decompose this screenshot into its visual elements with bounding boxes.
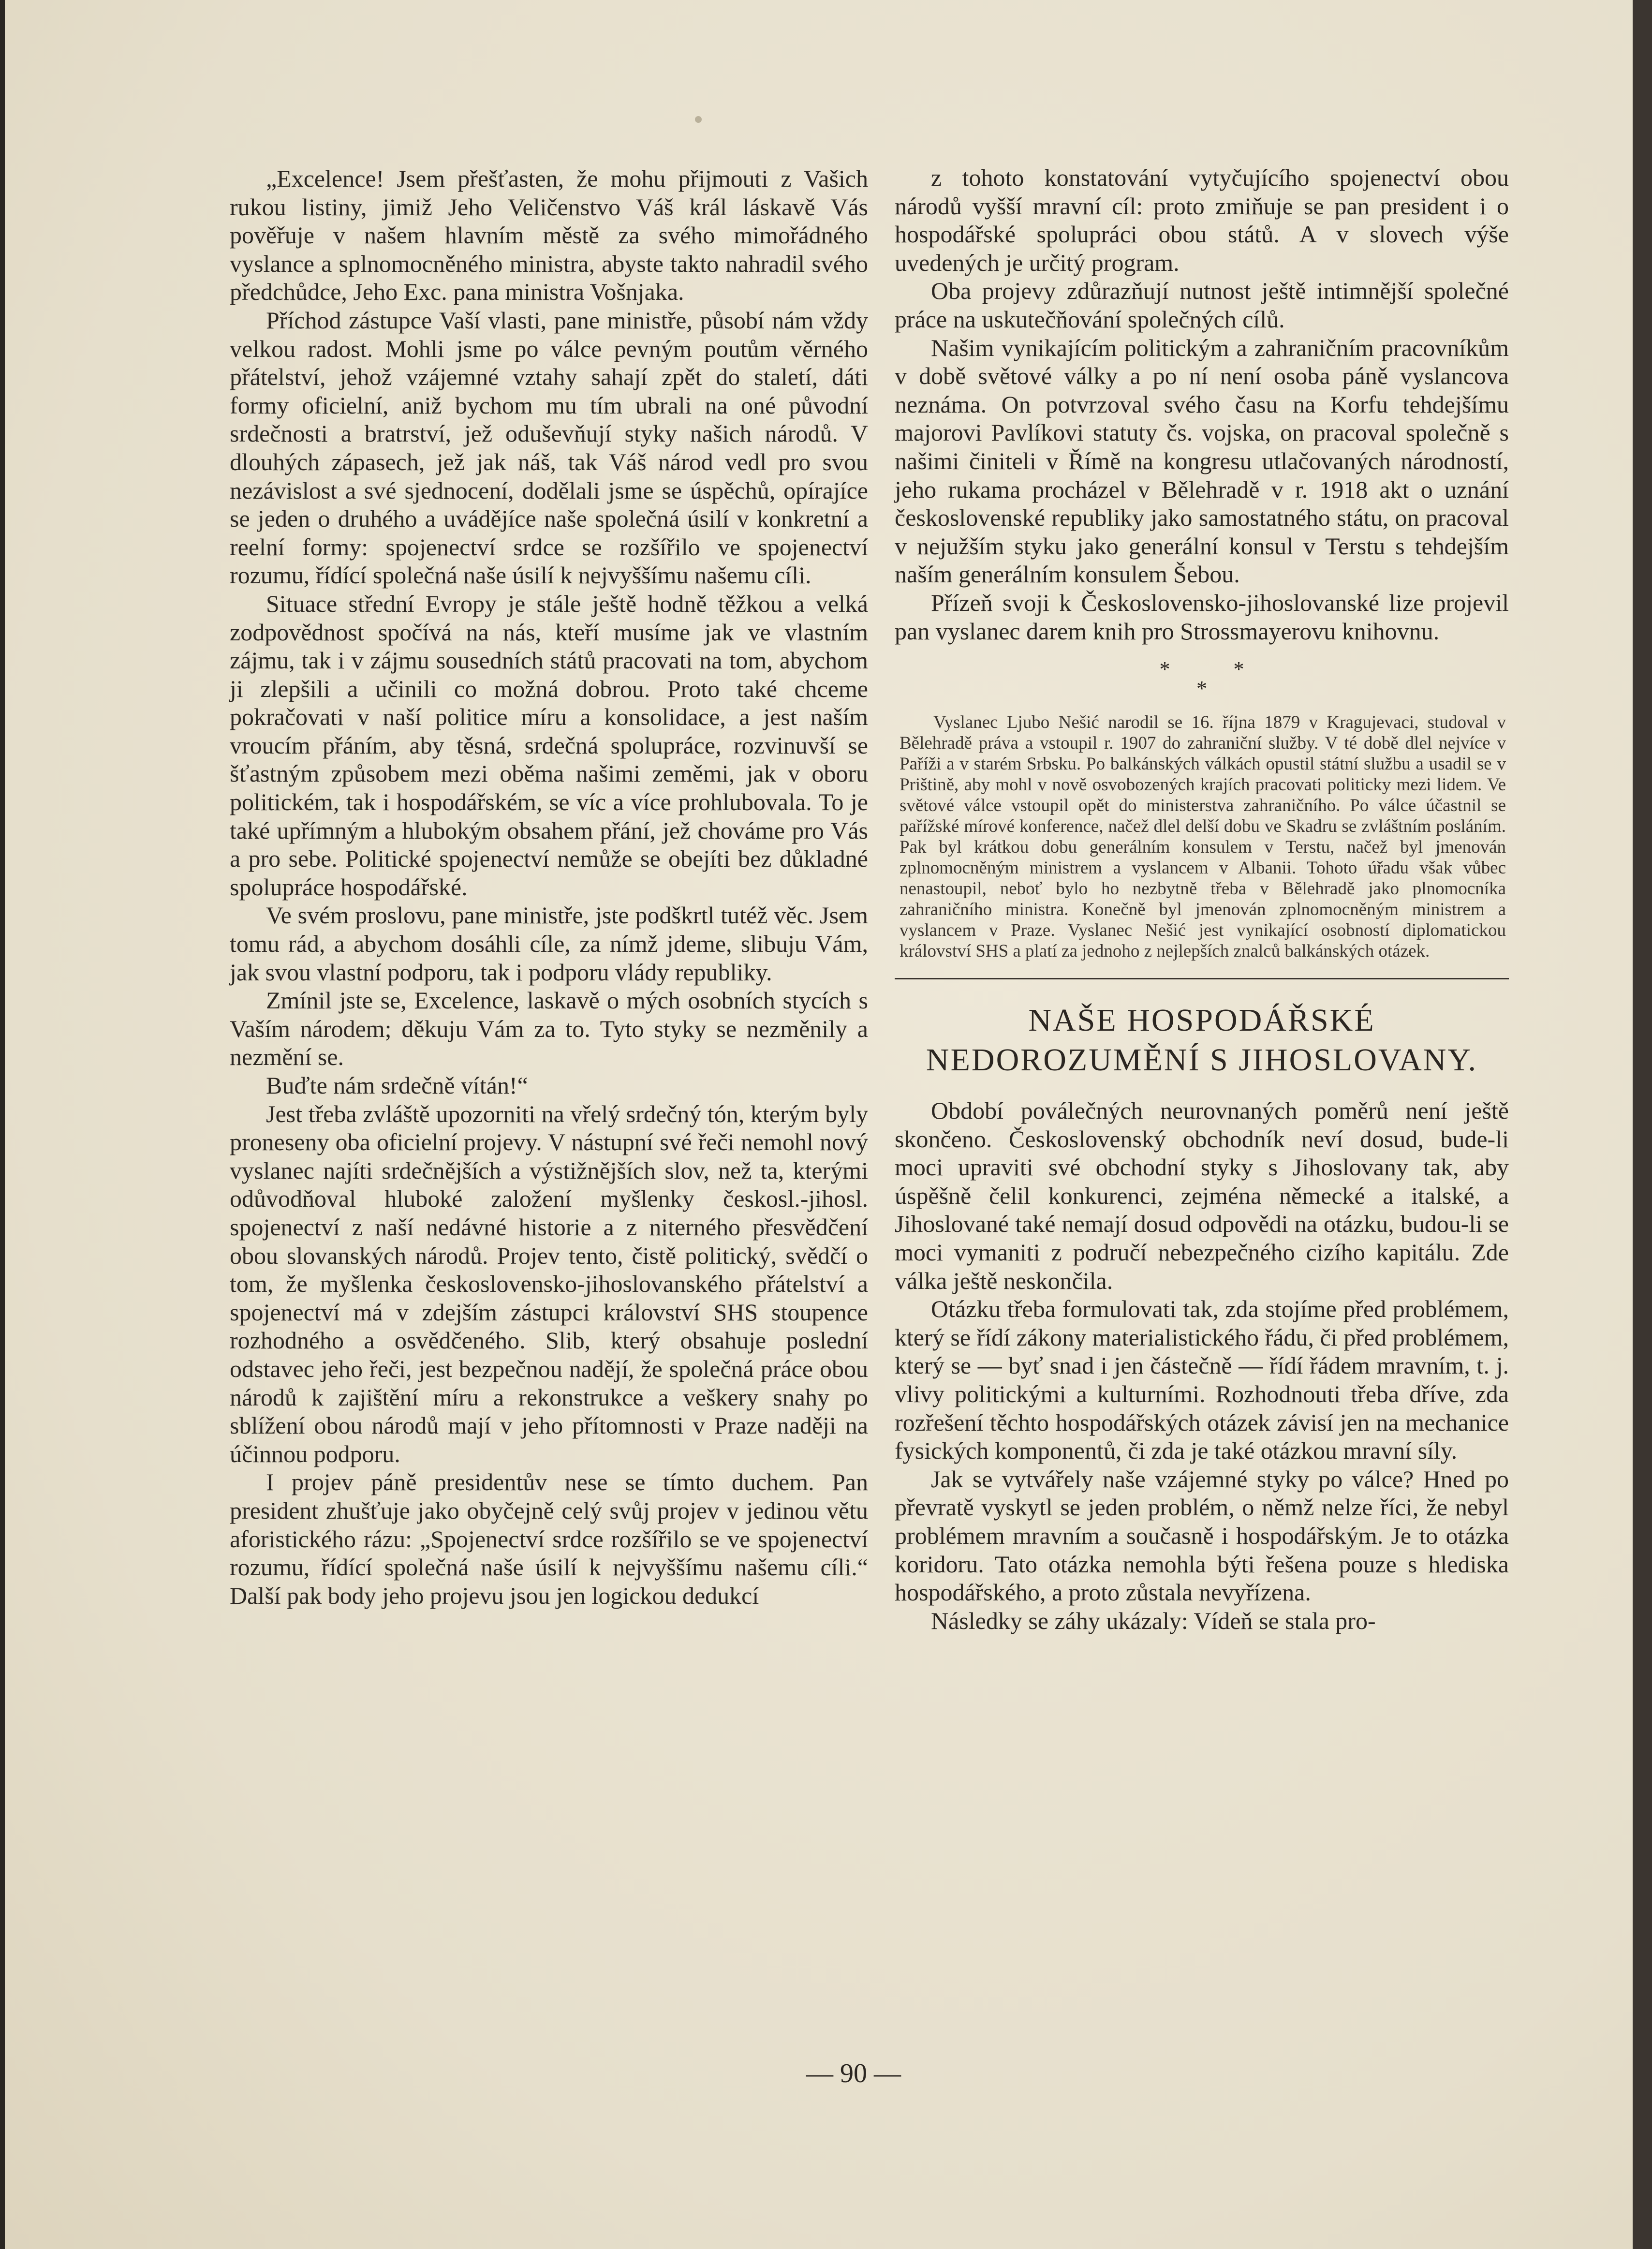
page-edge-shadow [1633, 0, 1652, 2249]
asterism-separator [895, 657, 1509, 701]
paragraph: Příchod zástupce Vaší vlasti, pane ministře, působí nám vždy velkou radost. Mohli jsme po válce pevným poutům věrného přátelství, jehož vzájemné vztahy sahají zpět do staletí, dáti formy oficielní, aniž bychom mu tím ubrali na oné původní srdečnosti a bratrství, jež oduševňují styky našich národů. V dlouhých zápasech, jež jak náš, tak Váš národ vedl pro svou nezávislost a své sjednocení, dodělali jsme se úspěchů, opírajíce se jeden o druhého a uvádějíce naše společná úsilí v konkretní a reelní formy: spojenectví srdce se rozšířilo ve spojenectví rozumu, řídící společná naše úsilí k nejvyššímu našemu cíli. [230, 306, 868, 589]
paragraph: Otázku třeba formulovati tak, zda stojíme před problémem, který se řídí zákony materialistického řádu, či před problémem, který se — byť snad i jen částečně — řídí řádem mravním, t. j. vlivy politickými a kulturními. Rozhodnouti třeba dříve, zda rozřešení těchto hospodářských otázek závisí jen na mechanice fysických komponentů, či zda je také otázkou mravní síly. [895, 1295, 1509, 1465]
paragraph: Přízeň svoji k Československo-jihoslovanské lize projevil pan vyslanec darem knih pro Strossmayerovu knihovnu. [895, 589, 1509, 645]
paragraph: Jest třeba zvláště upozorniti na vřelý srdečný tón, kterým byly proneseny oba oficielní projevy. V nástupní své řeči nemohl nový vyslanec najíti srdečnějších a výstižnějších slov, než ta, kterými odůvodňoval hluboké založení myšlenky českosl.-jihosl. spojenectví z naší nedávné historie a z niterného přesvědčení obou slovanských národů. Projev tento, čistě politický, svědčí o tom, že myšlenka československo-jihoslovanského přátelství a spojenectví má v zdejším zástupci království SHS stoupence rozhodného a osvědčeného. Slib, který obsahuje poslední odstavec jeho řeči, jest bezpečnou nadějí, že společná práce obou národů k zajištění míru a rekonstrukce a veškery snahy po sblížení obou národů mají v jeho přítomnosti v Praze naději na účinnou podporu. [230, 1100, 868, 1467]
page-number: — 90 — [806, 2058, 901, 2088]
section-divider [895, 978, 1509, 979]
asterisk: * [1159, 657, 1170, 681]
right-column [895, 163, 1509, 1635]
note-text: Vyslanec Ljubo Nešić narodil se 16. října 1879 v Kragujevaci, studoval v Bělehradě práva a vstoupil r. 1907 do zahraniční služby. V té době dlel nejvíce v Paříži a v starém Srbsku. Po balkánských válkách opustil státní službu a usadil se v Prištině, aby mohl v nově osvobozených krajích pracovati politicky mezi lidem. Ve světové válce vstoupil opět do ministerstva zahraničního. Po válce účastnil se pařížské mírové konference, načež dlel delší dobu ve Skadru se zvláštním posláním. Pak byl krátkou dobu generálním konsulem v Terstu, načež byl jmenován zplnomocněným ministrem a vyslancem v Albanii. Tohoto úřadu však vůbec nenastoupil, neboť bylo ho nezbytně třeba v Bělehradě jako plnomocníka zahraničního ministra. Konečně byl jmenován zplnomocněným ministrem a vyslancem v Praze. Vyslanec Nešić jest vynikající osobností diplomatickou království SHS a platí za jednoho z nejlepších znalců balkánských otázek. [900, 712, 1506, 962]
asterisk: * [1233, 657, 1244, 681]
page-sheet [5, 0, 1637, 2249]
section-heading: NAŠE HOSPODÁŘSKÉ NEDOROZUMĚNÍ S JIHOSLOVANY. [926, 1003, 1478, 1078]
paragraph: z tohoto konstatování vytyčujícího spojenectví obou národů vyšší mravní cíl: proto zmiňuje se pan president i o hospodářské spolupráci obou států. A v slovech výše uvedených je určitý program. [895, 164, 1509, 276]
paragraph: Zmínil jste se, Excelence, laskavě o mých osobních stycích s Vaším národem; děkuju Vám za to. Tyto styky se nezměnily a nezmění se. [230, 987, 868, 1071]
paragraph: Ve svém proslovu, pane ministře, jste podškrtl tutéž věc. Jsem tomu rád, a abychom dosáhli cíle, za nímž jdeme, slibuju Vám, jak svou vlastní podporu, tak i podporu vlády republiky. [230, 902, 868, 986]
paragraph: Období poválečných neurovnaných poměrů není ještě skončeno. Československý obchodník neví dosud, bude-li moci upraviti své obchodní styky s Jihoslovany tak, aby úspěšně čelil konkurenci, zejména německé a italské, a Jihoslované také nemají dosud odpovědi na otázku, budou-li se moci vymaniti z područí nebezpečného cizího kapitálu. Zde válka ještě neskončila. [895, 1097, 1509, 1294]
paragraph: „Excelence! Jsem přešťasten, že mohu přijmouti z Vašich rukou listiny, jimiž Jeho Veličenstvo Váš král láskavě Vás pověřuje v našem hlavním městě za svého mimořádného vyslance a splnomocněného ministra, abyste takto nahradil svého předchůdce, Jeho Exc. pana ministra Vošnjaka. [230, 165, 868, 306]
paragraph: I projev páně presidentův nese se tímto duchem. Pan president zhušťuje jako obyčejně celý svůj projev v jedinou větu aforistického rázu: „Spojenectví srdce rozšířilo se ve spojenectví rozumu, řídící společná naše úsilí k nejvyššímu našemu cíli.“ Další pak body jeho projevu jsou jen logickou dedukcí [230, 1468, 868, 1609]
biographical-note [900, 712, 1506, 962]
left-column [230, 164, 868, 1610]
asterisk: * [1196, 677, 1207, 701]
paragraph: Situace střední Evropy je stále ještě hodně těžkou a velká zodpovědnost spočívá na nás, kteří musíme jak ve vlastním zájmu, tak i v zájmu sousedních států pracovati na tom, abychom ji zlepšili a učinili co možná dobrou. Proto také chceme pokračovati v naší politice míru a konsolidace, a jest naším vroucím přáním, aby těsná, srdečná spolupráce, rozvinuvší se šťastným způsobem mezi oběma našimi zeměmi, jak v oboru politickém, tak i hospodářském, se víc a více prohlubovala. To je také upřímným a hlubokým obsahem přání, jež chováme pro Vás a pro sebe. Politické spojenectví nemůže se obejíti bez důkladné spolupráce hospodářské. [230, 590, 868, 901]
paper-spot [695, 116, 702, 123]
paragraph: Našim vynikajícím politickým a zahraničním pracovníkům v době světové války a po ní není osoba páně vyslancova neznáma. On potvrzoval svého času na Korfu tehdejšímu majorovi Pavlíkovi statuty čs. vojska, on pracoval společně s našimi činiteli v Římě na kongresu utlačovaných národností, jeho rukama procházel v Bělehradě v r. 1918 akt o uznání československé republiky jako samostatného státu, on pracoval v nejužším styku jako generální konsul v Terstu s tehdejším naším generálním konsulem Šebou. [895, 334, 1509, 588]
paragraph: Oba projevy zdůrazňují nutnost ještě intimnější společné práce na uskutečňování společných cílů. [895, 277, 1509, 333]
paragraph: Buďte nám srdečně vítán!“ [266, 1072, 528, 1099]
paragraph: Jak se vytvářely naše vzájemné styky po válce? Hned po převratě vyskytl se jeden problém, o němž nelze říci, že nebyl problémem mravním a současně i hospodářským. Je to otázka koridoru. Tato otázka nemohla býti řešena pouze s hlediska hospodářského, a proto zůstala nevyřízena. [895, 1465, 1509, 1606]
paragraph: Následky se záhy ukázaly: Vídeň se stala pro- [931, 1607, 1376, 1634]
